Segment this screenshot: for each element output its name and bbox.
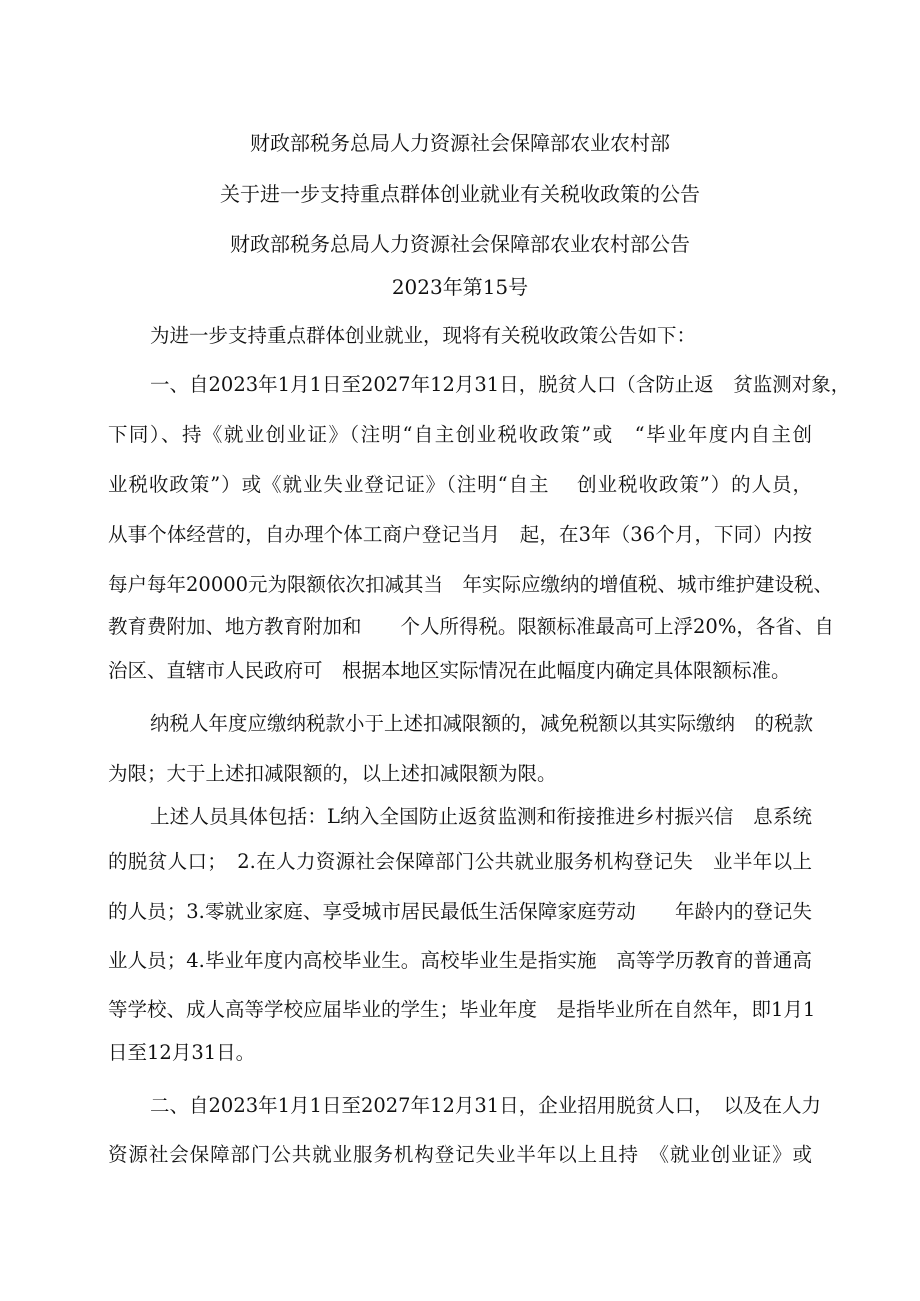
title-issuers: 财政部税务总局人力资源社会保障部农业农村部 [250,131,670,155]
text-line: 上述人员具体包括：L纳入全国防止返贫监测和衔接推进乡村振兴信 息系统 [150,805,812,828]
text-line: 为限；大于上述扣减限额的，以上述扣减限额为限。 [108,762,557,785]
text-line: 资源社会保障部门公共就业服务机构登记失业半年以上且持 《就业创业证》或 [108,1143,812,1166]
text-line-intro: 为进一步支持重点群体创业就业，现将有关税收政策公告如下： [150,324,697,347]
text-line: 的人员；3.零就业家庭、享受城市居民最低生活保障家庭劳动 年龄内的登记失 [108,900,812,923]
text-line: 从事个体经营的，自办理个体工商户登记当月 起，在3年（36个月，下同）内按 [108,523,812,546]
announcement-number: 2023年第15号 [391,275,529,299]
text-line: 业人员；4.毕业年度内高校毕业生。高校毕业生是指实施 高等学历教育的普通高 [108,949,812,972]
text-line: 等学校、成人高等学校应届毕业的学生；毕业年度 是指毕业所在自然年，即1月1 [108,998,816,1021]
text-line: 教育费附加、地方教育附加和 个人所得税。限额标准最高可上浮20%，各省、自 [108,615,834,638]
text-line: 纳税人年度应缴纳税款小于上述扣减限额的，减免税额以其实际缴纳 的税款 [150,712,814,735]
text-line: 二、自2023年1月1日至2027年12月31日，企业招用脱贫人口， 以及在人力 [150,1094,821,1117]
text-line: 每户每年20000元为限额依次扣减其当 年实际应缴纳的增值税、城市维护建设税、 [108,573,834,596]
text-line: 业税收政策”）或《就业失业登记证》（注明“自主 创业税收政策”）的人员， [108,473,812,496]
announcement-issuers: 财政部税务总局人力资源社会保障部农业农村部公告 [230,232,690,256]
title-subject: 关于进一步支持重点群体创业就业有关税收政策的公告 [220,182,700,206]
text-line: 的脱贫人口； 2.在人力资源社会保障部门公共就业服务机构登记失 业半年以上 [108,850,812,873]
text-line: 治区、直辖市人民政府可 根据本地区实际情况在此幅度内确定具体限额标准。 [108,659,791,682]
text-line: 一、自2023年1月1日至2027年12月31日，脱贫人口（含防止返 贫监测对象， [150,373,851,396]
text-line: 下同）、持《就业创业证》（注明“自主创业税收政策”或 “毕业年度内自主创 [108,423,812,446]
text-line: 日至12月31日。 [108,1041,256,1064]
